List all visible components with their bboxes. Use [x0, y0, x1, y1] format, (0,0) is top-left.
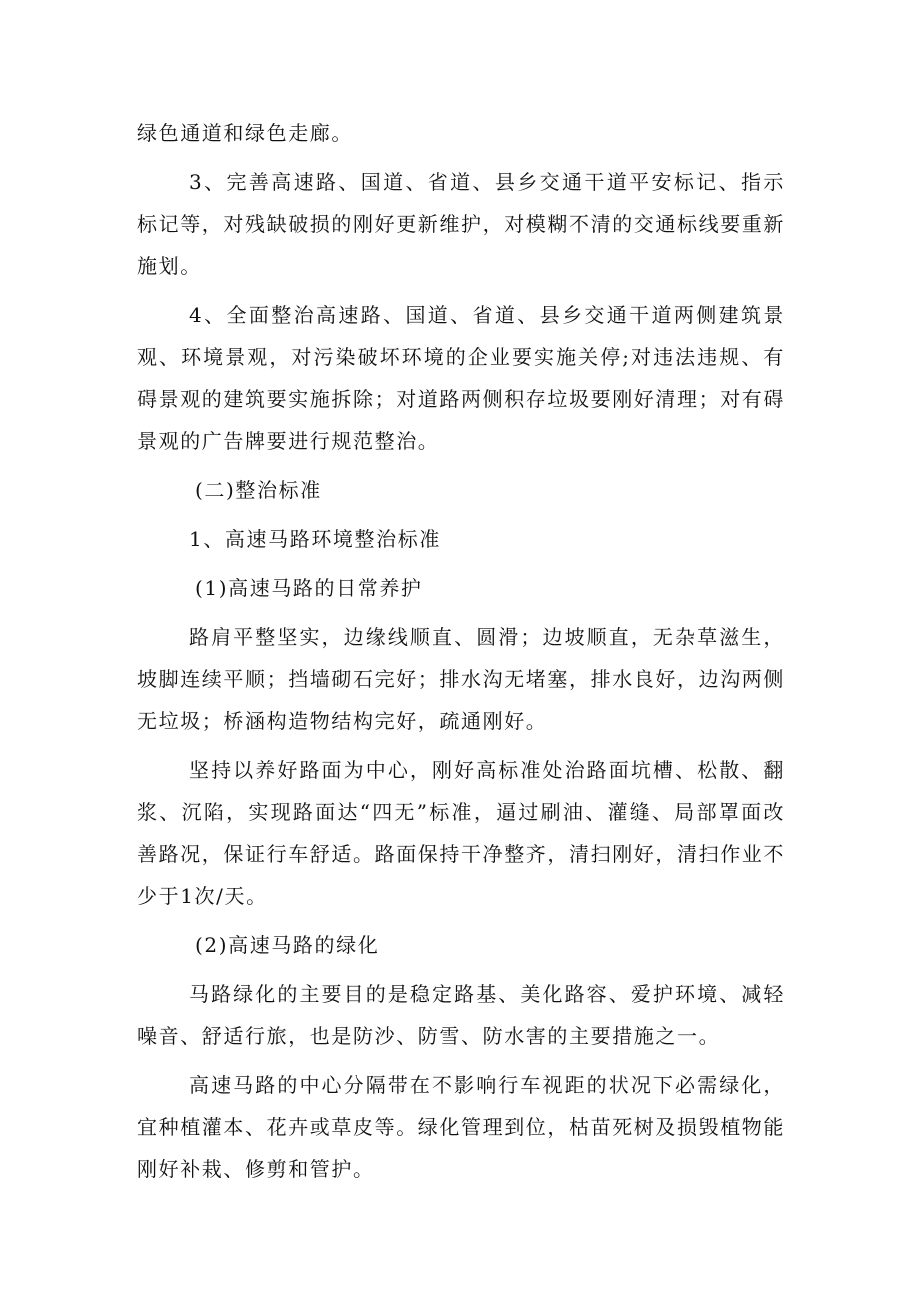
paragraph-pavement: 坚持以养好路面为中心，刚好高标准处治路面坑槽、松散、翻浆、沉陷，实现路面达“四无”标准，逼过刷油、灌缝、局部罩面改善路况，保证行车舒适。路面保持干净整齐，清扫刚好，清扫作业不少于1次/天。 — [137, 758, 785, 908]
document-body — [137, 112, 785, 1197]
paragraph-median-greening: 高速马路的中心分隔带在不影响行车视距的状况下必需绿化，宜种植灌本、花卉或草皮等。绿化管理到位，枯苗死树及损毁植物能刚好补栽、修剪和管护。 — [137, 1073, 785, 1181]
paragraph-item-4-landscape: 4、全面整治高速路、国道、省道、县乡交通干道两侧建筑景观、环境景观，对污染破坏环境的企业要实施关停;对违法违规、有碍景观的建筑要实施拆除；对道路两侧积存垃圾要刚好清理；对有碍景观的广告牌要进行规范整治。 — [137, 303, 785, 453]
subsection-heading-greening: (2)高速马路的绿化 — [195, 933, 380, 957]
section-heading-standards: (二)整治标准 — [195, 478, 322, 502]
subsection-heading-daily-maintenance: (1)高速马路的日常养护 — [195, 576, 423, 600]
paragraph-item-3-markings: 3、完善高速路、国道、省道、县乡交通干道平安标记、指示标记等，对残缺破损的刚好更新维护，对模糊不清的交通标线要重新施划。 — [137, 170, 785, 278]
paragraph-green-corridor: 绿色通道和绿色走廊。 — [137, 121, 353, 145]
paragraph-greening-purpose: 马路绿化的主要目的是稳定路基、美化路容、爱护环境、减轻噪音、舒适行旅，也是防沙、防雪、防水害的主要措施之一。 — [137, 982, 785, 1048]
subsection-heading-highway-standard: 1、高速马路环境整治标准 — [189, 527, 441, 551]
paragraph-shoulder-slope: 路肩平整坚实，边缘线顺直、圆滑；边坡顺直，无杂草滋生，坡脚连续平顺；挡墙砌石完好；排水沟无堵塞，排水良好，边沟两侧无垃圾；桥涵构造物结构完好，疏通刚好。 — [137, 625, 785, 733]
